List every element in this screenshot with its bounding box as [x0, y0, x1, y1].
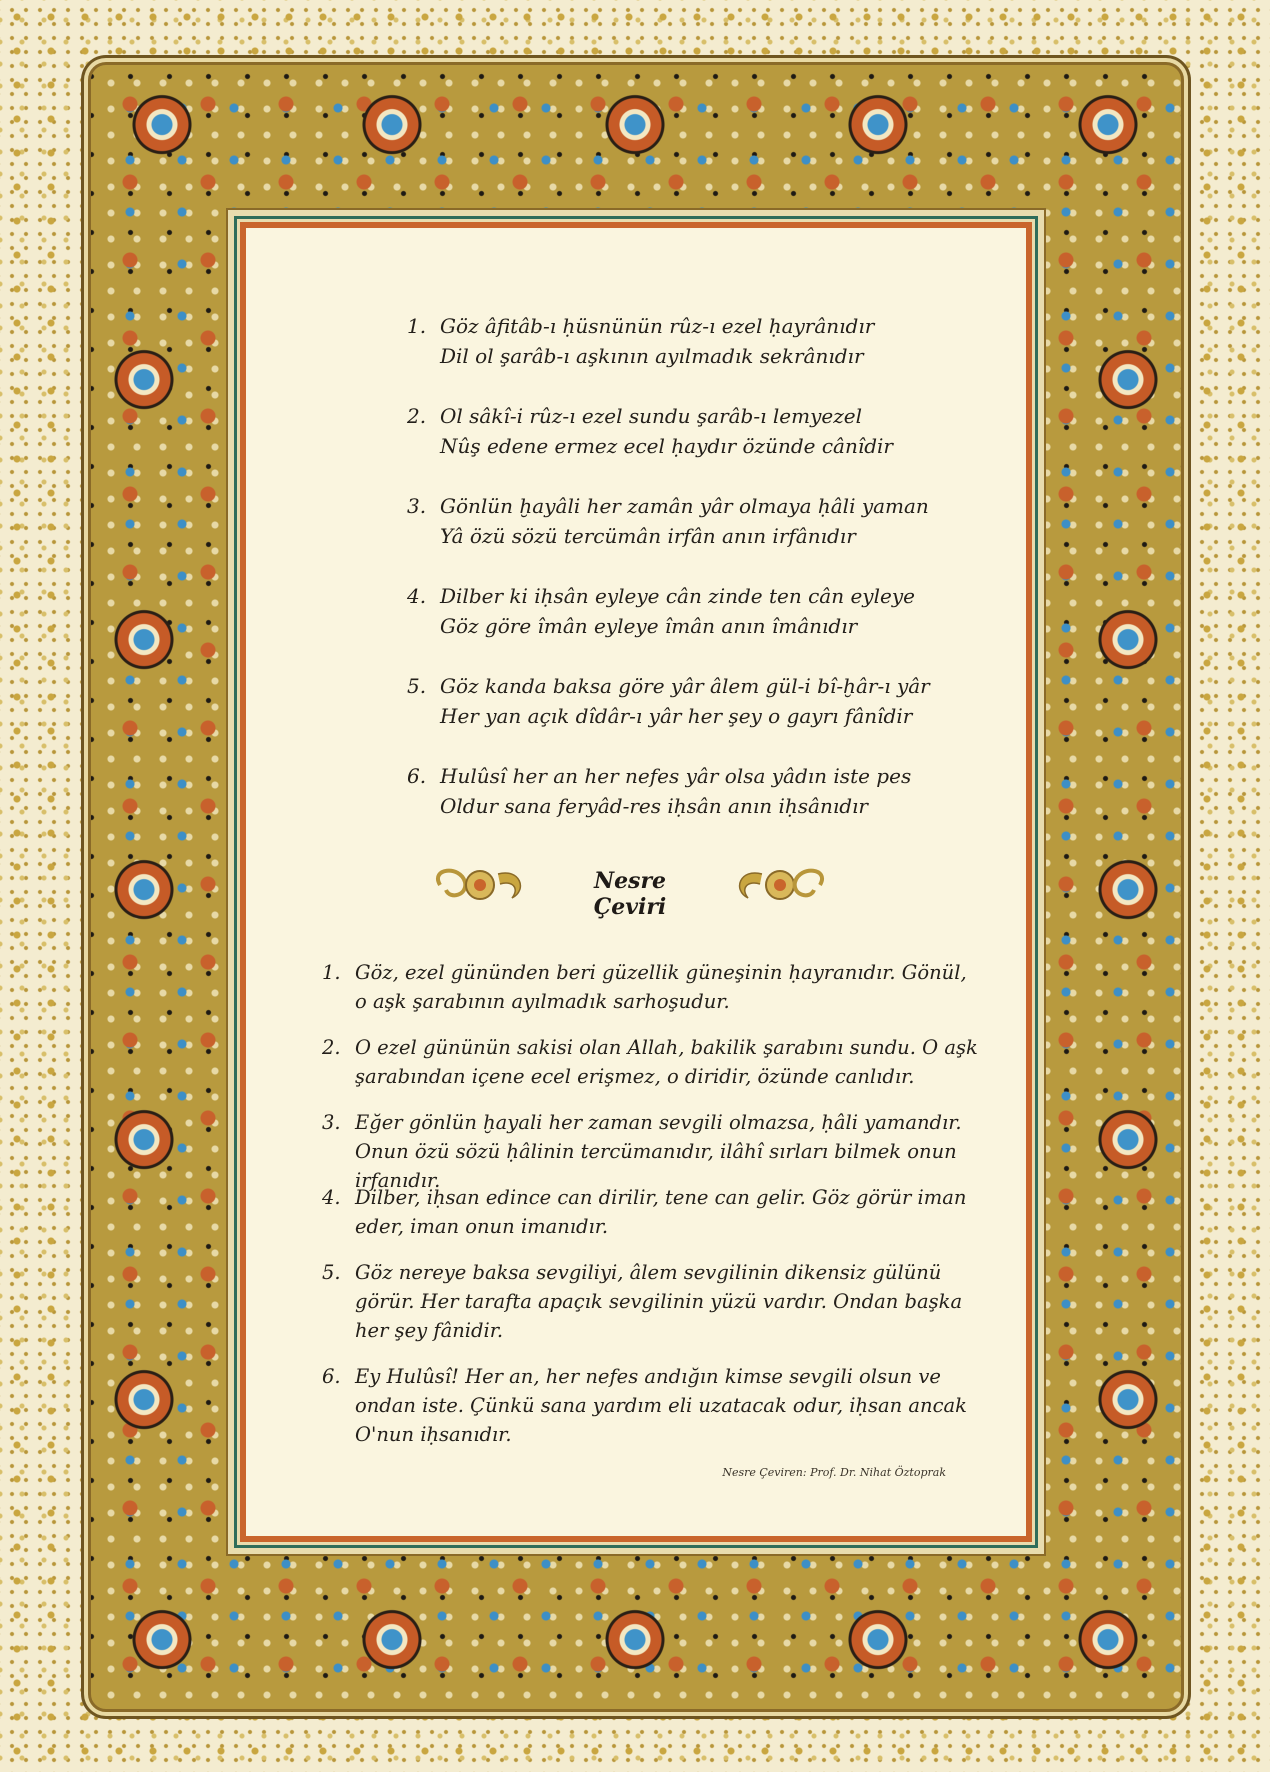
- verse-line: Göz kanda baksa göre yâr âlem gül-i bî-ḫâr-ı yâr: [440, 674, 930, 698]
- prose-text: Eğer gönlün ḫayali her zaman sevgili olmazsa, ḥâli yamandır. Onun özü sözü ḥâlinin tercümanıdır, ilâhî sırları bilmek onun irfanıdır.: [355, 1111, 962, 1192]
- left-flourish-ornament: [420, 860, 535, 910]
- verse-number: 6.: [407, 764, 427, 788]
- verse-line: Her yan açık dîdâr-ı yâr her şey o gayrı fânîdir: [440, 704, 913, 728]
- poem-verse: [407, 491, 967, 551]
- verse-line: Ol sâkî-i rûz-ı ezel sundu şarâb-ı lemyezel: [440, 404, 862, 428]
- prose-item: [322, 1033, 982, 1091]
- translator-credit: Nesre Çeviren: Prof. Dr. Nihat Öztoprak: [722, 1466, 946, 1479]
- prose-number: 4.: [322, 1186, 341, 1209]
- section-heading-row: [420, 860, 840, 920]
- verse-line: Nûş edene ermez ecel ḥaydır özünde cânîdir: [440, 434, 893, 458]
- verse-number: 3.: [407, 494, 427, 518]
- prose-item: [322, 1362, 982, 1449]
- verse-line: Oldur sana feryâd-res iḥsân anın iḥsânıdır: [440, 794, 868, 818]
- prose-text: Göz nereye baksa sevgiliyi, âlem sevgilinin dikensiz gülünü görür. Her tarafta apaçık sevgilinin yüzü vardır. Ondan başka her şey fânidir.: [355, 1261, 963, 1342]
- verse-number: 2.: [407, 404, 427, 428]
- prose-text: Göz, ezel gününden beri güzellik güneşinin ḥayranıdır. Gönül, o aşk şarabının ayılmadık sarhoşudur.: [355, 961, 967, 1013]
- prose-text: Dilber, iḥsan edince can dirilir, tene can gelir. Göz görür iman eder, iman onun imanıdır.: [355, 1186, 967, 1238]
- poem-verse: [407, 311, 967, 371]
- verse-number: 1.: [407, 314, 427, 338]
- poem-verse: [407, 671, 967, 731]
- poem-verse: [407, 761, 967, 821]
- prose-number: 5.: [322, 1261, 341, 1284]
- poem-verse: [407, 581, 967, 641]
- prose-item: [322, 958, 982, 1016]
- verse-line: Dilber ki iḥsân eyleye cân zinde ten cân eyleye: [440, 584, 915, 608]
- verse-number: 5.: [407, 674, 427, 698]
- poem-verse: [407, 401, 967, 461]
- prose-item: [322, 1258, 982, 1345]
- right-flourish-ornament: [725, 860, 840, 910]
- prose-number: 1.: [322, 961, 341, 984]
- verse-line: Dil ol şarâb-ı aşkının ayılmadık sekrânıdır: [440, 344, 864, 368]
- prose-number: 2.: [322, 1036, 341, 1059]
- verse-number: 4.: [407, 584, 427, 608]
- prose-item: [322, 1183, 982, 1241]
- prose-number: 3.: [322, 1111, 341, 1134]
- verse-line: Göz göre îmân eyleye îmân anın îmânıdır: [440, 614, 858, 638]
- verse-line: Hulûsî her an her nefes yâr olsa yâdın iste pes: [440, 764, 912, 788]
- prose-item: [322, 1108, 982, 1195]
- verse-line: Gönlün ḫayâli her zamân yâr olmaya ḥâli yaman: [440, 494, 929, 518]
- verse-line: Göz âfitâb-ı ḥüsnünün rûz-ı ezel ḥayrânıdır: [440, 314, 875, 338]
- prose-text: O ezel gününün sakisi olan Allah, bakilik şarabını sundu. O aşk şarabından içene ecel erişmez, o diridir, özünde canlıdır.: [355, 1036, 978, 1088]
- verse-line: Yâ özü sözü tercümân irfân anın irfânıdır: [440, 524, 856, 548]
- section-title: Nesre Çeviri: [593, 868, 667, 920]
- prose-text: Ey Hulûsî! Her an, her nefes andığın kimse sevgili olsun ve ondan iste. Çünkü sana yardım eli uzatacak odur, iḥsan ancak O'nun iḥsanıdır.: [355, 1365, 967, 1446]
- prose-number: 6.: [322, 1365, 341, 1388]
